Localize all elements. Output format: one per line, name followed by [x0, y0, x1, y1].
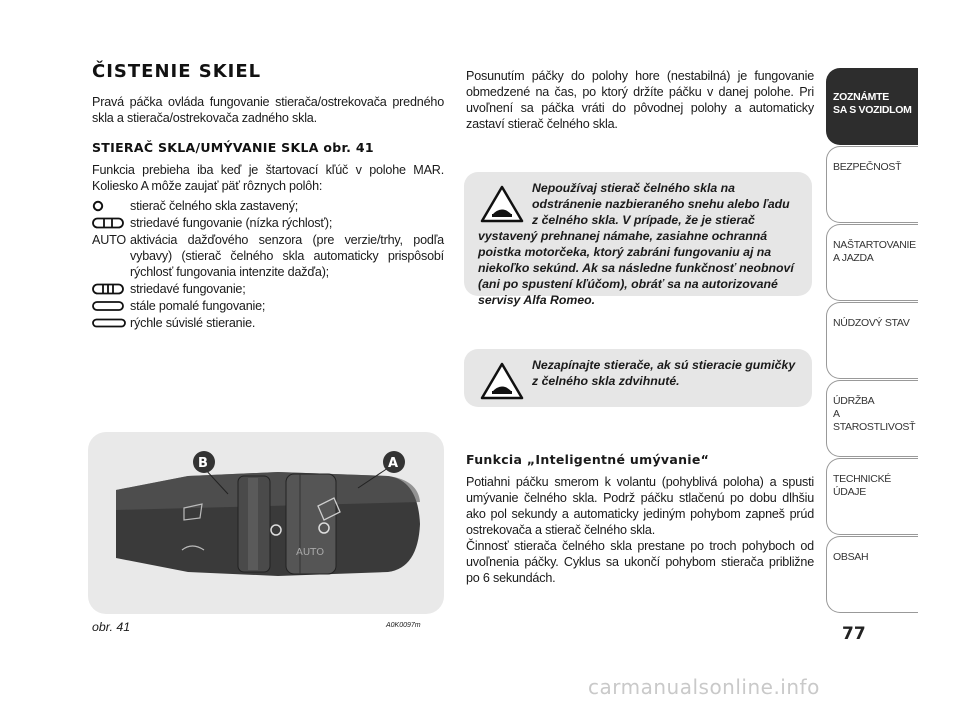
mode-item: [92, 315, 444, 331]
figure-caption: obr. 41: [92, 620, 131, 634]
circle-off-icon: [92, 198, 130, 214]
right-intro-paragraph: Posunutím páčky do polohy hore (nestabilná) je fungovanie obmedzené na čas, po ktorý držíte páčku v danej polohe. Pri uvoľnení sa páčka vráti do pôvodnej polohy a automaticky zastaví stierač čelného skla.: [466, 69, 814, 131]
tab-nastartovanie[interactable]: NAŠTARTOVANIE A JAZDA: [826, 224, 918, 301]
smart-wash-paragraph-1: Potiahni páčku smerom k volantu (pohyblivá poloha) a spusti umývanie čelného skla. Podrž páčku stlačenú po dobu dlhšiu ako pol sekundy a automaticky jediným pohybom zapneš prúd ostrekovača a stierač čelného skla.: [466, 475, 814, 537]
wiper-stalk-illustration: [88, 432, 444, 614]
left-column: [92, 61, 444, 331]
fast-continuous-icon: [92, 315, 130, 331]
tab-technicke[interactable]: TECHNICKÉ ÚDAJE: [826, 458, 918, 535]
section-title-smart-wash: Funkcia „Inteligentné umývanie“: [466, 452, 710, 467]
tab-obsah[interactable]: OBSAH: [826, 536, 918, 613]
mode-text: aktivácia dažďového senzora (pre verzie/trhy, podľa vybavy) (stierač čelného skla automaticky prispôsobí rýchlosť fungovania intenzite dažďa);: [130, 233, 444, 279]
smart-wash-section: [466, 452, 814, 586]
callout-b-label: B: [198, 456, 208, 471]
figure-code: A0K0097m: [386, 622, 421, 629]
mode-text: stierač čelného skla zastavený;: [130, 199, 299, 213]
smart-wash-paragraph-2: Činnosť stierača čelného skla prestane po troch pohyboch od uvoľnenia páčky. Cyklus sa ukončí pohybom stierača približne po 6 sekundách.: [466, 539, 814, 585]
auto-ring-label: AUTO: [296, 547, 325, 558]
mode-text: striedavé fungovanie;: [130, 282, 246, 296]
watermark: carmanualsonline.info: [588, 675, 820, 699]
mode-text: striedavé fungovanie (nízka rýchlosť);: [130, 216, 333, 230]
page-title: ČISTENIE SKIEL: [92, 61, 262, 82]
right-column: [466, 68, 814, 132]
intermittent-low-icon: [92, 215, 130, 231]
tab-udrzba[interactable]: ÚDRŽBA A STAROSTLIVOSŤ: [826, 380, 918, 457]
warning-text-snow: Nepoužívaj stierač čelného skla na odstránenie nazbieraného snehu alebo ľadu z čelného skla. V prípade, že je stierač vystavený prehnanej námahe, zasiahne ochranná poistka motorčeka, ktorý zabráni fungovaniu aj na niekoľko sekúnd. Ak sa následne funkčnosť neobnoví (ani po spustení kľúčom), obráť sa na autorizované servisy Alfa Romeo.: [478, 181, 794, 307]
slow-continuous-icon: [92, 298, 130, 314]
tab-zoznamte[interactable]: ZOZNÁMTE SA S VOZIDLOM: [826, 68, 918, 145]
callout-a-label: A: [388, 456, 399, 471]
intro-paragraph: Pravá páčka ovláda fungovanie stierača/ostrekovača predného skla a stierača/ostrekovača zadného skla.: [92, 95, 444, 125]
mode-item: [92, 298, 444, 314]
section-title-wiper: STIERAČ SKLA/UMÝVANIE SKLA obr. 41: [92, 140, 374, 155]
tab-nudzovy-stav[interactable]: NÚDZOVÝ STAV: [826, 302, 918, 379]
page-number: 77: [842, 624, 866, 644]
mode-item: [92, 215, 444, 231]
chapter-tabs: [826, 68, 918, 614]
mode-item: [92, 281, 444, 297]
mode-text: rýchle súvislé stieranie.: [130, 316, 256, 330]
warning-triangle-icon: [480, 184, 524, 224]
mode-item: [92, 198, 444, 214]
tab-bezpecnost[interactable]: BEZPEČNOSŤ: [826, 146, 918, 223]
mode-text: stále pomalé fungovanie;: [130, 299, 266, 313]
warning-box-blades: [464, 349, 812, 407]
warning-text-blades: Nezapínajte stierače, ak sú stieracie gumičky z čelného skla zdvihnuté.: [532, 358, 796, 388]
warning-box-snow: [464, 172, 812, 307]
wiper-description: Funkcia prebieha iba keď je štartovací kľúč v polohe MAR. Koliesko A môže zaujať päť rôznych polôh:: [92, 163, 444, 193]
auto-label: AUTO: [92, 233, 126, 247]
intermittent-icon: [92, 281, 130, 297]
warning-triangle-icon: [480, 361, 524, 401]
mode-item: [92, 232, 444, 280]
wiper-stalk-figure: [88, 432, 444, 614]
